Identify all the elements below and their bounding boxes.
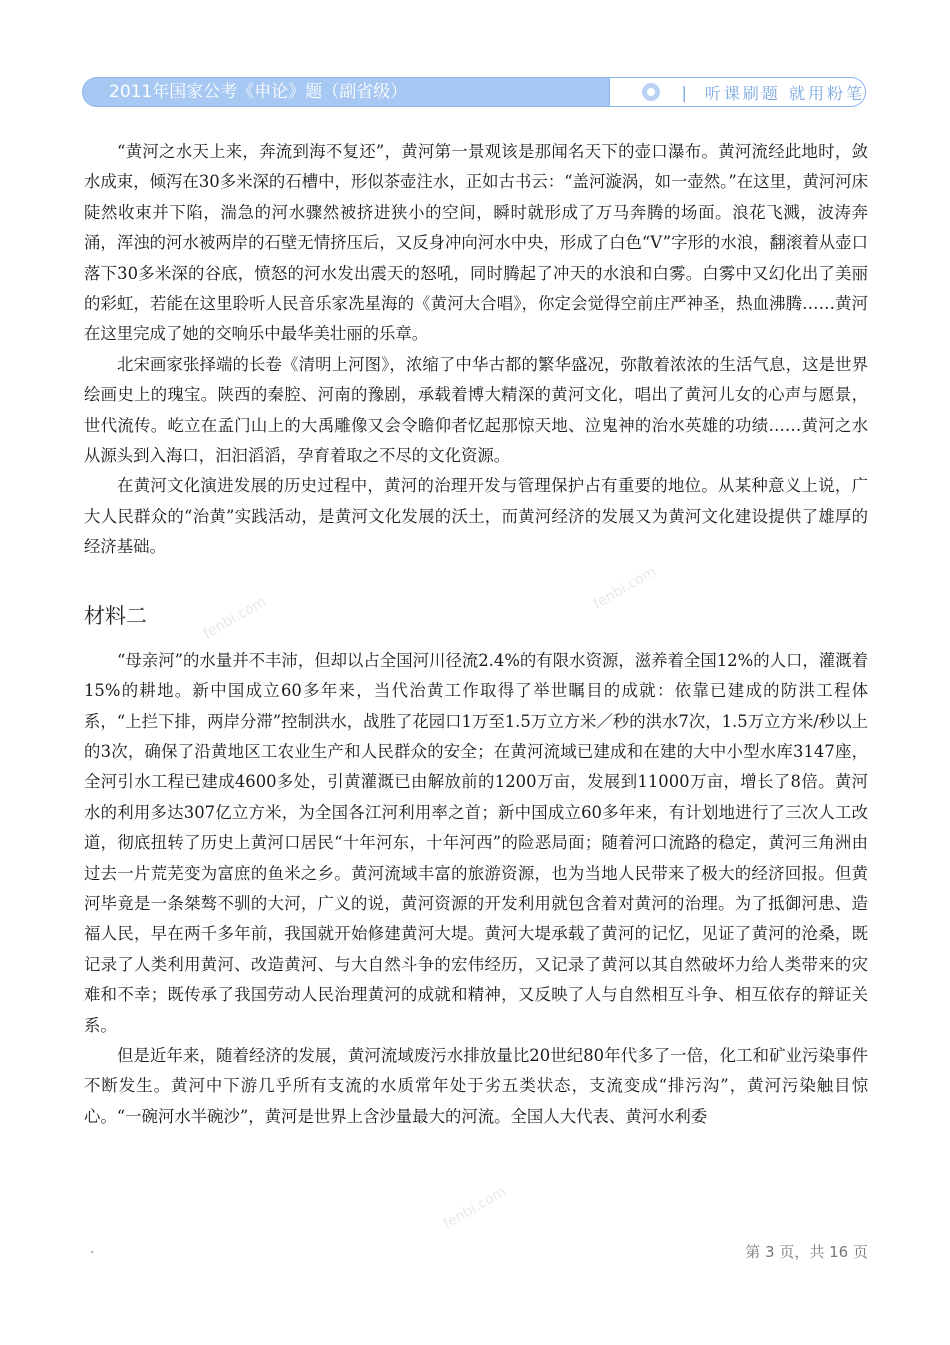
page-header <box>82 77 866 107</box>
header-separator: | <box>681 82 687 102</box>
document-title: 2011年国家公考《申论》题（副省级） <box>82 77 610 107</box>
fenbi-logo-icon <box>642 83 660 101</box>
brand-banner <box>610 77 866 107</box>
document-body <box>84 137 868 1132</box>
paragraph: 北宋画家张择端的长卷《清明上河图》，浓缩了中华古都的繁华盛况，弥散着浓浓的生活气息，这是世界绘画史上的瑰宝。陕西的秦腔、河南的豫剧，承载着博大精深的黄河文化，唱出了黄河儿女的心声与愿景，世代流传。屹立在孟门山上的大禹雕像又会令瞻仰者忆起那惊天地、泣鬼神的治水英雄的功绩……黄河之水从源头到入海口，汩汩滔滔，孕育着取之不尽的文化资源。 <box>84 354 868 466</box>
watermark: fenbi.com <box>440 1183 509 1233</box>
footer-dot: · <box>90 1245 95 1261</box>
page-number: 第 3 页，共 16 页 <box>745 1243 868 1261</box>
watermark: fenbi.com <box>590 563 659 613</box>
paragraph: “母亲河”的水量并不丰沛，但却以占全国河川径流2.4%的有限水资源，滋养着全国12%的人口，灌溉着15%的耕地。新中国成立60多年来，当代治黄工作取得了举世瞩目的成就：依靠已建成的防洪工程体系，“上拦下排，两岸分滞”控制洪水，战胜了花园口1万至1.5万立方米／秒的洪水7次，1.5万立方米/秒以上的3次，确保了沿黄地区工农业生产和人民群众的安全；在黄河流域已建成和在建的大中小型水库3147座，全河引水工程已建成4600多处，引黄灌溉已由解放前的1200万亩，发展到11000万亩，增长了8倍。黄河水的利用多达307亿立方米，为全国各江河利用率之首；新中国成立60多年来，有计划地进行了三次人工改道，彻底扭转了历史上黄河口居民“十年河东，十年河西”的险恶局面；随着河口流路的稳定，黄河三角洲由过去一片荒芜变为富庶的鱼米之乡。黄河流域丰富的旅游资源，也为当地人民带来了极大的经济回报。但黄河毕竟是一条桀骜不驯的大河，广义的说，黄河资源的开发利用就包含着对黄河的治理。为了抵御河患、造福人民，早在两千多年前，我国就开始修建黄河大堤。黄河大堤承载了黄河的记忆，见证了黄河的沧桑，既记录了人类利用黄河、改造黄河、与大自然斗争的宏伟经历，又记录了黄河以其自然破坏力给人类带来的灾难和不幸；既传承了我国劳动人民治理黄河的成就和精神，又反映了人与自然相互斗争、相互依存的辩证关系。 <box>84 650 868 1035</box>
paragraph: 在黄河文化演进发展的历史过程中，黄河的治理开发与管理保护占有重要的地位。从某种意义上说，广大人民群众的“治黄”实践活动，是黄河文化发展的沃土，而黄河经济的发展又为黄河文化建设提供了雄厚的经济基础。 <box>84 476 868 557</box>
paragraph: 但是近年来，随着经济的发展，黄河流域废污水排放量比20世纪80年代多了一倍，化工和矿业污染事件不断发生。黄河中下游几乎所有支流的水质常年处于劣五类状态，支流变成“排污沟”，黄河污染触目惊心。“一碗河水半碗沙”，黄河是世界上含沙量最大的河流。全国人大代表、黄河水利委 <box>84 1045 868 1126</box>
watermark: fenbi.com <box>200 593 269 643</box>
paragraph: “黄河之水天上来，奔流到海不复还”，黄河第一景观该是那闻名天下的壶口瀑布。黄河流经此地时，敛水成束，倾泻在30多米深的石槽中，形似茶壶注水，正如古书云：“盖河漩涡，如一壶然。”在这里，黄河河床陡然收束并下陷，湍急的河水骤然被挤进狭小的空间，瞬时就形成了万马奔腾的场面。浪花飞溅，波涛奔涌，浑浊的河水被两岸的石壁无情挤压后，又反身冲向河水中央，形成了白色“V”字形的水浪，翻滚着从壶口落下30多米深的谷底，愤怒的河水发出震天的怒吼，同时腾起了冲天的水浪和白雾。白雾中又幻化出了美丽的彩虹，若能在这里聆听人民音乐家冼星海的《黄河大合唱》，你定会觉得空前庄严神圣，热血沸腾……黄河在这里完成了她的交响乐中最华美壮丽的乐章。 <box>84 142 868 344</box>
section-heading: 材料二 <box>84 603 147 628</box>
brand-slogan: 听课刷题 就用粉笔 <box>704 83 865 103</box>
